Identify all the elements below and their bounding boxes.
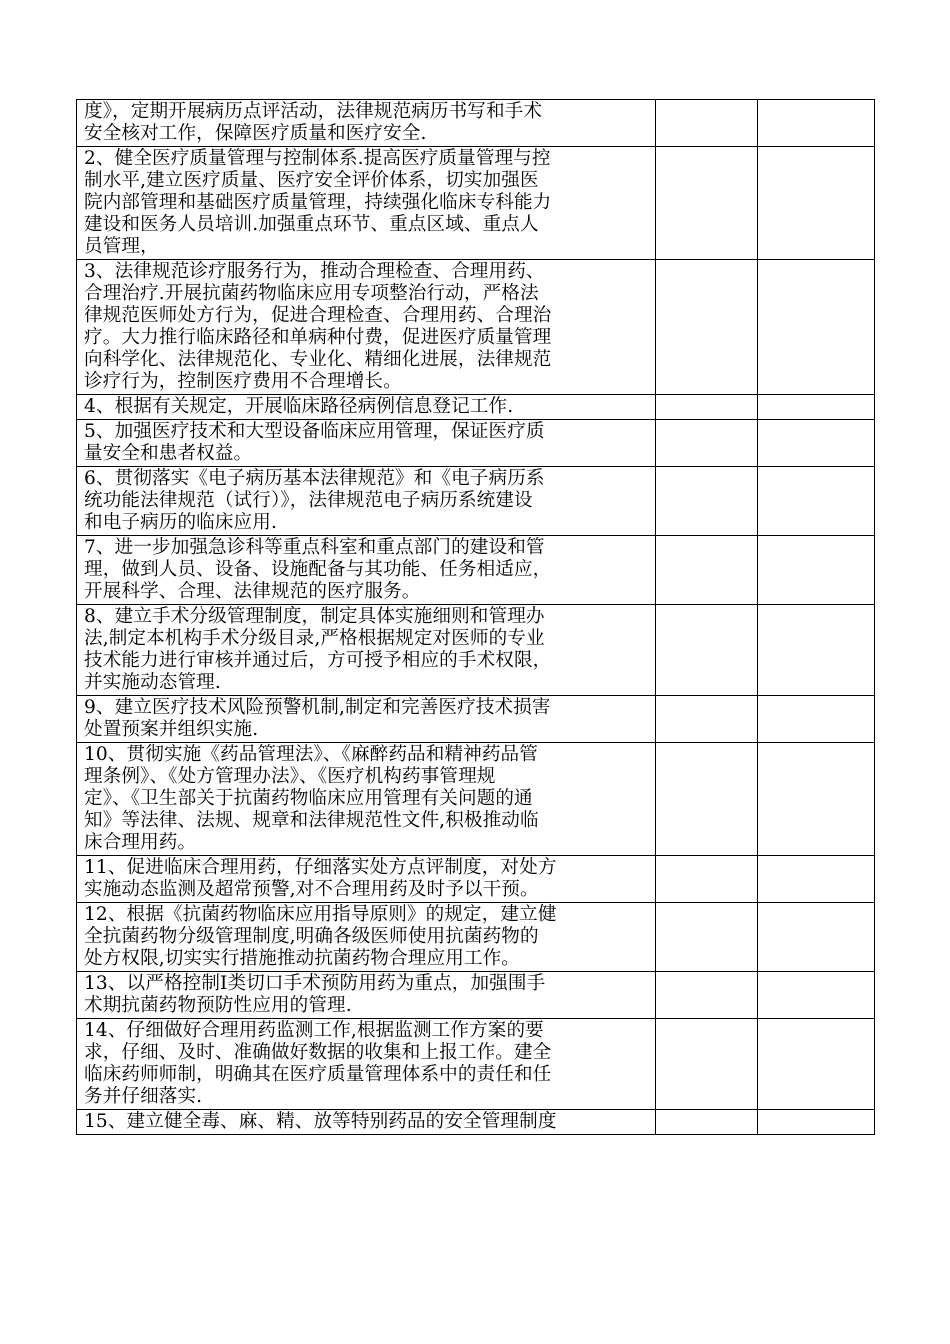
item-text-line: 理，做到人员、设备、设施配备与其功能、任务相适应，	[84, 559, 552, 580]
empty-cell-b	[758, 856, 875, 903]
item-text	[77, 395, 655, 419]
table-row	[77, 743, 875, 856]
item-text-line: 技术能力进行审核并通过后，方可授予相应的手术权限，	[84, 650, 552, 671]
item-text-line: 全抗菌药物分级管理制度,明确各级医师使用抗菌药物的	[84, 926, 539, 947]
table-row	[77, 1110, 875, 1135]
item-text-cell	[77, 260, 656, 395]
item-text	[77, 420, 655, 466]
item-text	[77, 743, 655, 855]
item-text-cell	[77, 903, 656, 972]
item-text-line: 法,制定本机构手术分级目录,严格根据规定对医师的专业	[84, 628, 545, 649]
item-text-line: 诊疗行为，控制医疗费用不合理增长。	[84, 371, 402, 392]
empty-cell-a	[656, 420, 758, 467]
empty-cell-a	[656, 743, 758, 856]
item-text-line: 7、进一步加强急诊科等重点科室和重点部门的建设和管	[84, 537, 545, 558]
empty-cell-b	[758, 743, 875, 856]
item-text-cell	[77, 696, 656, 743]
empty-cell-b	[758, 1110, 875, 1135]
item-text-line: 床合理用药。	[84, 832, 197, 853]
item-text-line: 13、以严格控制Ⅰ类切口手术预防用药为重点，加强围手	[84, 973, 546, 994]
item-text-cell	[77, 605, 656, 696]
item-text-line: 员管理，	[84, 236, 159, 257]
item-text-cell	[77, 1110, 656, 1135]
item-text-line: 定》、《卫生部关于抗菌药物临床应用管理有关问题的通	[84, 788, 533, 809]
item-text-line: 开展科学、合理、法律规范的医疗服务。	[84, 581, 421, 602]
empty-cell-a	[656, 972, 758, 1019]
empty-cell-b	[758, 420, 875, 467]
item-text-line: 理条例》、《处方管理办法》、《医疗机构药事管理规	[84, 766, 496, 787]
item-text-line: 临床药师师制，明确其在医疗质量管理体系中的责任和任	[84, 1064, 552, 1085]
item-text-cell	[77, 147, 656, 260]
item-text	[77, 696, 655, 742]
item-text-line: 院内部管理和基础医疗质量管理，持续强化临床专科能力	[84, 192, 552, 213]
empty-cell-a	[656, 696, 758, 743]
item-text-line: 处方权限,切实实行措施推动抗菌药物合理应用工作。	[84, 948, 520, 969]
item-text-line: 8、建立手术分级管理制度，制定具体实施细则和管理办	[84, 606, 545, 627]
empty-cell-a	[656, 147, 758, 260]
item-text-line: 向科学化、法律规范化、专业化、精细化进展，法律规范	[84, 349, 552, 370]
item-text-line: 5、加强医疗技术和大型设备临床应用管理，保证医疗质	[84, 421, 545, 442]
item-text-line: 实施动态监测及超常预警,对不合理用药及时予以干预。	[84, 879, 539, 900]
empty-cell-a	[656, 605, 758, 696]
table-row	[77, 260, 875, 395]
item-text-line: 2、健全医疗质量管理与控制体系.提高医疗质量管理与控	[84, 148, 551, 169]
item-text-line: 处置预案并组织实施.	[84, 719, 259, 740]
table-row	[77, 696, 875, 743]
item-text-line: 12、根据《抗菌药物临床应用指导原则》的规定，建立健	[84, 904, 557, 925]
table-body	[77, 100, 875, 1135]
empty-cell-b	[758, 903, 875, 972]
empty-cell-b	[758, 100, 875, 147]
item-text-line: 4、根据有关规定，开展临床路径病例信息登记工作.	[84, 396, 514, 417]
item-text-line: 和电子病历的临床应用.	[84, 512, 277, 533]
table-row	[77, 1019, 875, 1110]
empty-cell-a	[656, 856, 758, 903]
empty-cell-a	[656, 903, 758, 972]
item-text-line: 建设和医务人员培训.加强重点环节、重点区域、重点人	[84, 214, 539, 235]
item-text-line: 6、贯彻落实《电子病历基本法律规范》和《电子病历系	[84, 468, 545, 489]
item-text-cell	[77, 420, 656, 467]
empty-cell-b	[758, 1019, 875, 1110]
item-text-cell	[77, 395, 656, 420]
document-table	[76, 99, 875, 1135]
item-text-line: 求，仔细、及时、准确做好数据的收集和上报工作。建全	[84, 1042, 552, 1063]
empty-cell-b	[758, 147, 875, 260]
table-row	[77, 467, 875, 536]
item-text-line: 3、法律规范诊疗服务行为，推动合理检查、合理用药、	[84, 261, 545, 282]
empty-cell-b	[758, 260, 875, 395]
item-text-line: 并实施动态管理.	[84, 672, 221, 693]
item-text	[77, 260, 655, 394]
item-text-line: 术期抗菌药物预防性应用的管理.	[84, 995, 352, 1016]
item-text-cell	[77, 467, 656, 536]
item-text-cell	[77, 1019, 656, 1110]
table-row	[77, 536, 875, 605]
item-text-line: 度》，定期开展病历点评活动，法律规范病历书写和手术	[84, 101, 543, 122]
item-text	[77, 100, 655, 146]
item-text	[77, 903, 655, 971]
empty-cell-b	[758, 395, 875, 420]
item-text-line: 14、仔细做好合理用药监测工作,根据监测工作方案的要	[84, 1020, 544, 1041]
item-text-line: 务并仔细落实.	[84, 1086, 203, 1107]
table-row	[77, 903, 875, 972]
item-text-line: 15、建立健全毒、麻、精、放等特别药品的安全管理制度	[84, 1111, 557, 1132]
table-row	[77, 856, 875, 903]
empty-cell-b	[758, 536, 875, 605]
item-text-cell	[77, 536, 656, 605]
item-text	[77, 147, 655, 259]
table-row	[77, 395, 875, 420]
item-text-line: 合理治疗.开展抗菌药物临床应用专项整治行动，严格法	[84, 283, 539, 304]
item-text	[77, 1110, 655, 1134]
empty-cell-a	[656, 1110, 758, 1135]
item-text	[77, 467, 655, 535]
item-text	[77, 972, 655, 1018]
item-text	[77, 536, 655, 604]
item-text-line: 11、促进临床合理用药，仔细落实处方点评制度，对处方	[84, 857, 557, 878]
table-row	[77, 420, 875, 467]
item-text-cell	[77, 972, 656, 1019]
empty-cell-b	[758, 467, 875, 536]
item-text-line: 9、建立医疗技术风险预警机制,制定和完善医疗技术损害	[84, 697, 551, 718]
empty-cell-a	[656, 1019, 758, 1110]
empty-cell-b	[758, 605, 875, 696]
table-row	[77, 972, 875, 1019]
item-text-line: 量安全和患者权益。	[84, 443, 253, 464]
empty-cell-a	[656, 100, 758, 147]
table-row	[77, 147, 875, 260]
item-text	[77, 1019, 655, 1109]
empty-cell-a	[656, 395, 758, 420]
empty-cell-b	[758, 696, 875, 743]
item-text-line: 律规范医师处方行为，促进合理检查、合理用药、合理治	[84, 305, 552, 326]
item-text-line: 制水平,建立医疗质量、医疗安全评价体系，切实加强医	[84, 170, 539, 191]
item-text-cell	[77, 856, 656, 903]
empty-cell-a	[656, 467, 758, 536]
table-row	[77, 100, 875, 147]
item-text-line: 统功能法律规范（试行）》，法律规范电子病历系统建设	[84, 490, 533, 511]
item-text-line: 安全核对工作，保障医疗质量和医疗安全.	[84, 123, 427, 144]
item-text-cell	[77, 743, 656, 856]
item-text	[77, 605, 655, 695]
item-text-line: 疗。大力推行临床路径和单病种付费，促进医疗质量管理	[84, 327, 552, 348]
empty-cell-b	[758, 972, 875, 1019]
empty-cell-a	[656, 260, 758, 395]
item-text-line: 知》等法律、法规、规章和法律规范性文件,积极推动临	[84, 810, 539, 831]
empty-cell-a	[656, 536, 758, 605]
item-text-line: 10、贯彻实施《药品管理法》、《麻醉药品和精神药品管	[84, 744, 538, 765]
table-row	[77, 605, 875, 696]
item-text-cell	[77, 100, 656, 147]
item-text	[77, 856, 655, 902]
